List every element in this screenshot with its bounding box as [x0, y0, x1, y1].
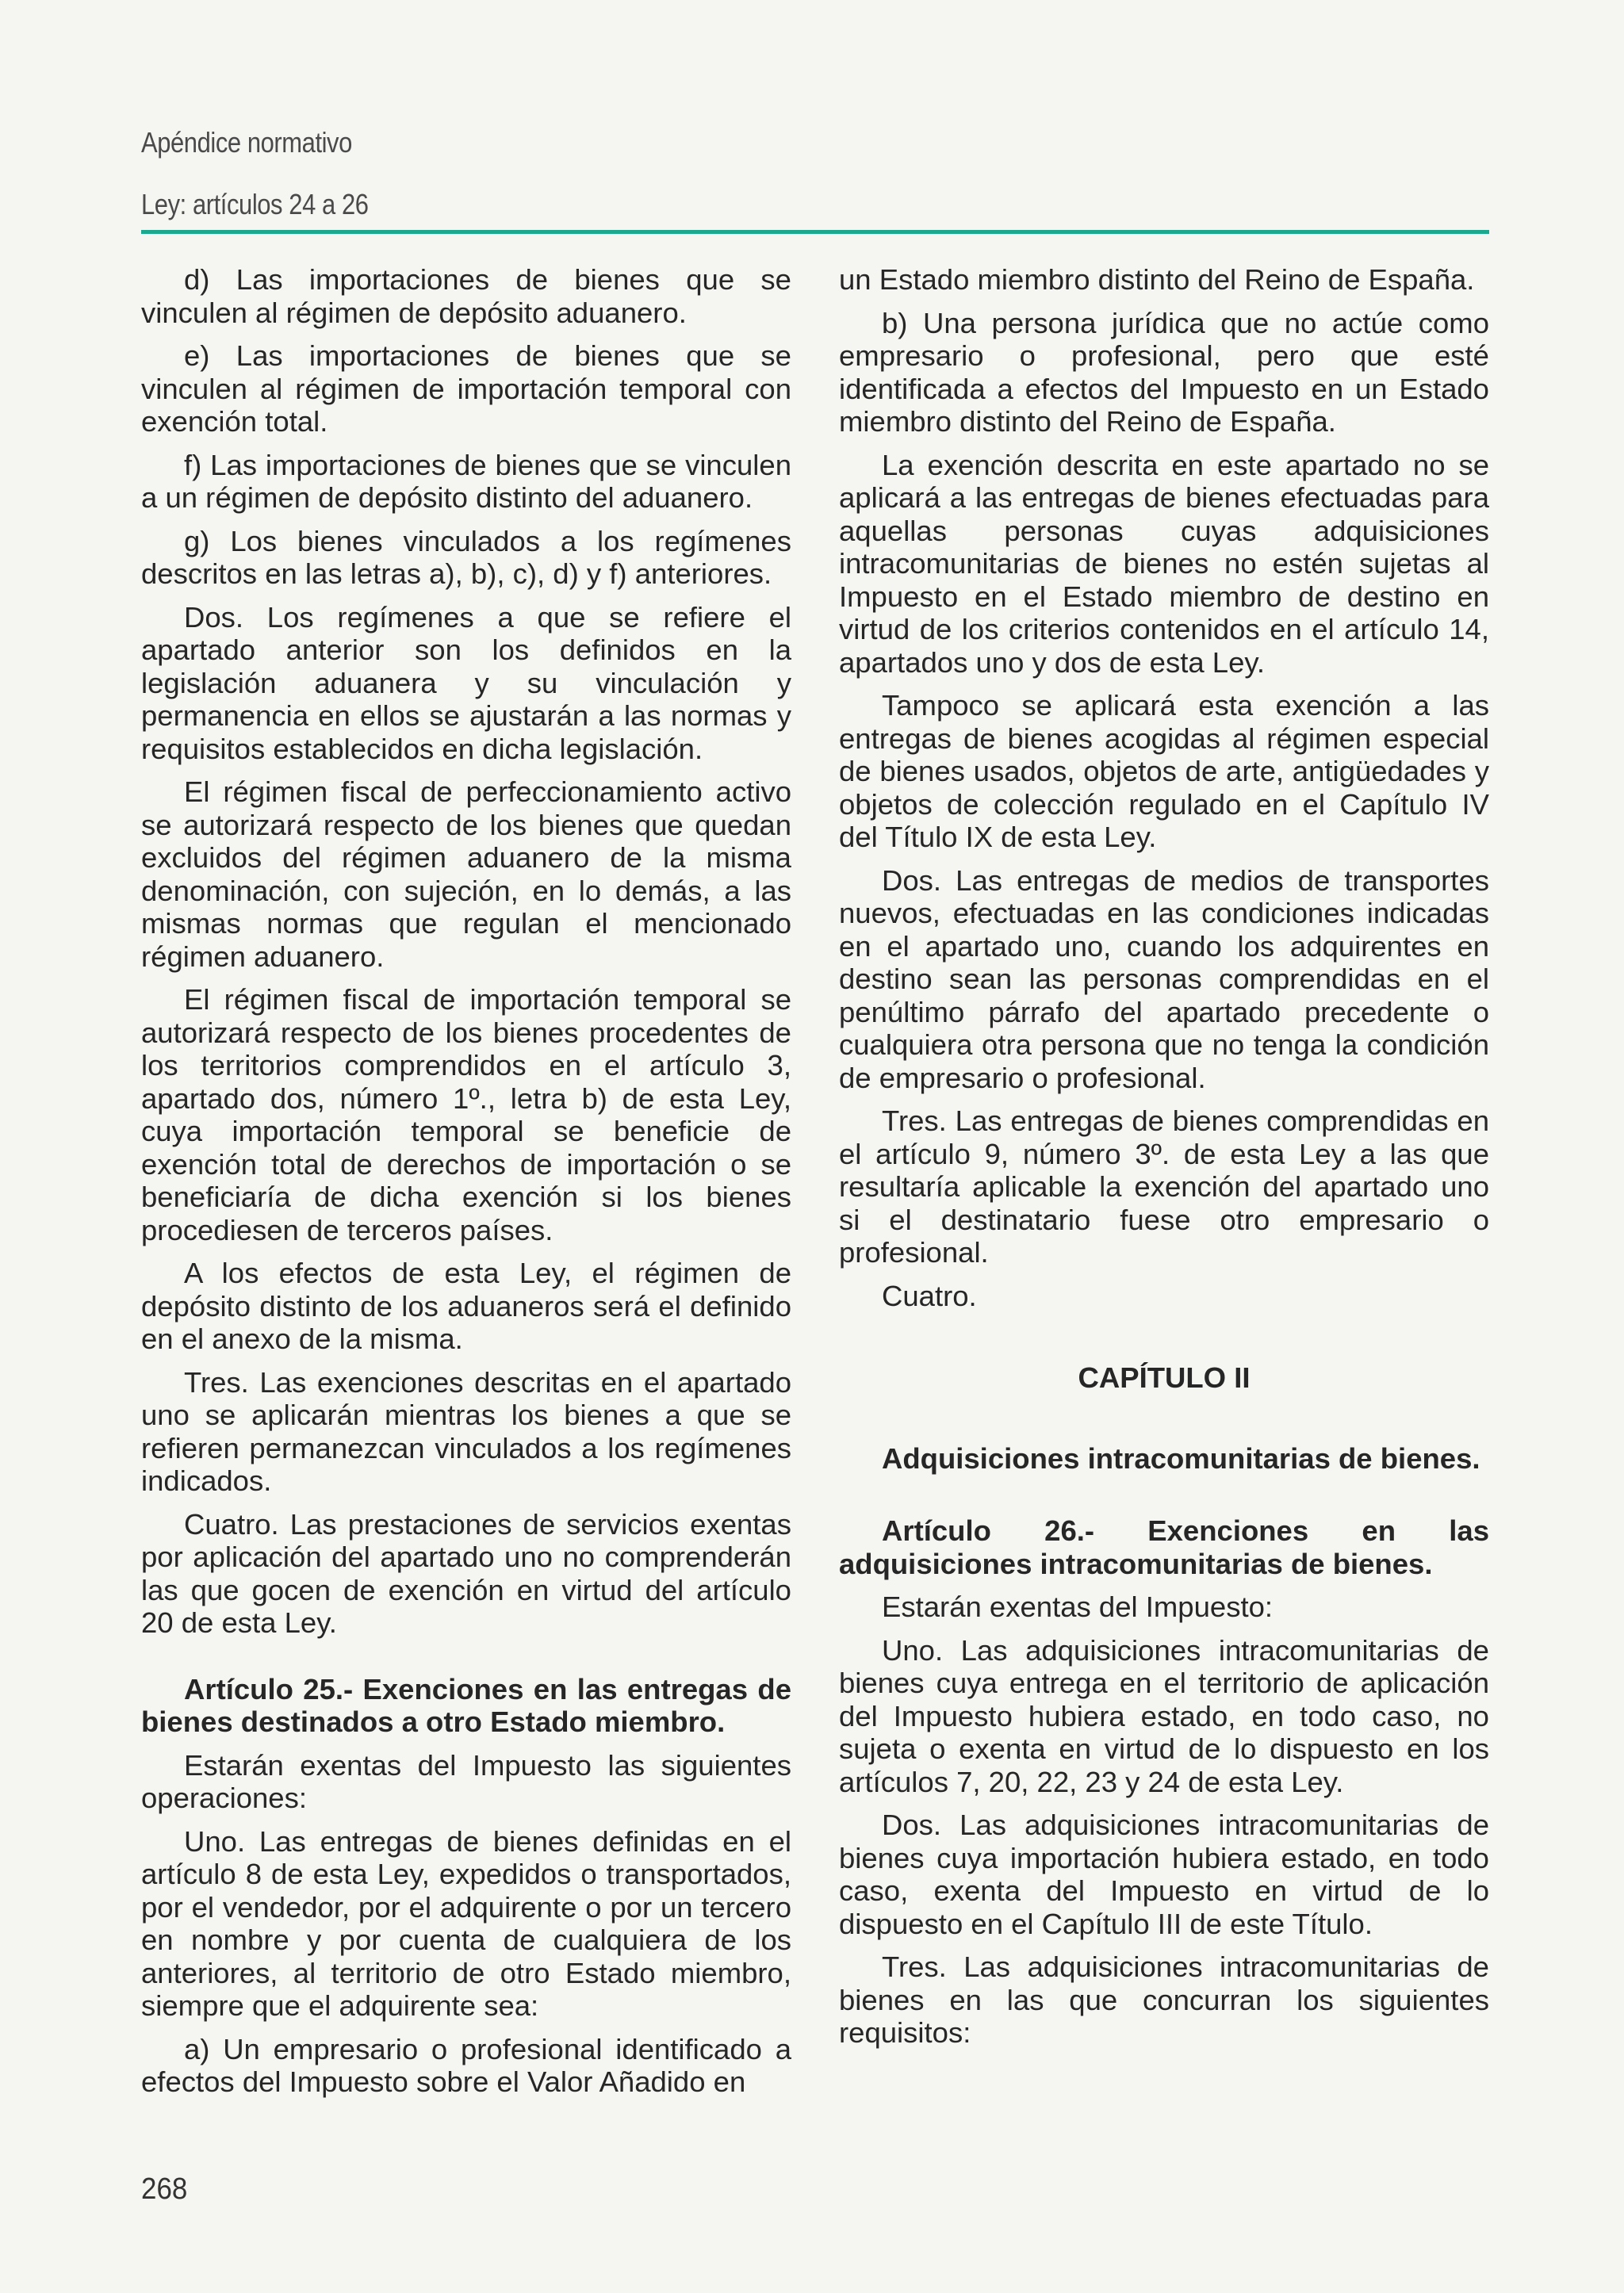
paragraph: Dos. Los regímenes a que se refiere el apartado anterior son los definidos en la legislación aduanera y su vinculación y permanencia en ellos se ajustarán a las normas y requisitos establecidos en dicha legislación. — [141, 600, 791, 765]
article-heading: Artículo 26.- Exenciones en las adquisiciones intracomunitarias de bienes. — [839, 1514, 1489, 1580]
header-section: Apéndice normativo — [141, 126, 352, 159]
right-column — [839, 263, 1489, 2060]
paragraph: La exención descrita en este apartado no se aplicará a las entregas de bienes efectuadas para aquellas personas cuyas adquisiciones intracomunitarias de bienes no estén sujetas al Impuesto en el Estado miembro de destino en virtud de los criterios contenidos en el artículo 14, apartados uno y dos de esta Ley. — [839, 448, 1489, 679]
paragraph: El régimen fiscal de perfeccionamiento activo se autorizará respecto de los bienes que quedan excluidos del régimen aduanero de la misma denominación, con sujeción, en lo demás, a las mismas normas que regulan el mencionado régimen aduanero. — [141, 775, 791, 973]
paragraph: Uno. Las adquisiciones intracomunitarias de bienes cuya entrega en el territorio de aplicación del Impuesto hubiera estado, en todo caso, no sujeta o exenta en virtud de lo dispuesto en los artículos 7, 20, 22, 23 y 24 de esta Ley. — [839, 1633, 1489, 1798]
paragraph: Dos. Las entregas de medios de transportes nuevos, efectuadas en las condiciones indicadas en el apartado uno, cuando los adquirentes en destino sean las personas comprendidas en el penúltimo párrafo del apartado precedente o cualquiera otra persona que no tenga la condición de empresario o profesional. — [839, 863, 1489, 1094]
paragraph: f) Las importaciones de bienes que se vinculen a un régimen de depósito distinto del aduanero. — [141, 448, 791, 514]
left-column — [141, 263, 791, 2109]
paragraph: Tres. Las entregas de bienes comprendidas en el artículo 9, número 3º. de esta Ley a las que resultaría aplicable la exención del apartado uno si el destinatario fuese otro empresario o profesional. — [839, 1104, 1489, 1269]
paragraph: b) Una persona jurídica que no actúe como empresario o profesional, pero que esté identificada a efectos del Impuesto en un Estado miembro distinto del Reino de España. — [839, 306, 1489, 438]
paragraph: g) Los bienes vinculados a los regímenes descritos en las letras a), b), c), d) y f) anteriores. — [141, 524, 791, 590]
paragraph: Uno. Las entregas de bienes definidas en el artículo 8 de esta Ley, expedidos o transportados, por el vendedor, por el adquirente o por un tercero en nombre y por cuenta de cualquiera de los anteriores, al territorio de otro Estado miembro, siempre que el adquirente sea: — [141, 1824, 791, 2022]
chapter-title: CAPÍTULO II — [1078, 1361, 1251, 1394]
paragraph: Tampoco se aplicará esta exención a las entregas de bienes acogidas al régimen especial de bienes usados, objetos de arte, antigüedades y objetos de colección regulado en el Capítulo IV del Título IX de esta Ley. — [839, 689, 1489, 853]
header-subsection: Ley: artículos 24 a 26 — [141, 188, 369, 220]
header-rule — [141, 230, 1489, 234]
paragraph: d) Las importaciones de bienes que se vinculen al régimen de depósito aduanero. — [141, 263, 791, 329]
paragraph: Estarán exentas del Impuesto las siguientes operaciones: — [141, 1748, 791, 1814]
section-title: Adquisiciones intracomunitarias de bienes. — [882, 1441, 1480, 1475]
article-heading: Artículo 25.- Exenciones en las entregas de bienes destinados a otro Estado miembro. — [141, 1672, 791, 1738]
paragraph: e) Las importaciones de bienes que se vinculen al régimen de importación temporal con exención total. — [141, 339, 791, 438]
paragraph: un Estado miembro distinto del Reino de España. — [839, 263, 1475, 296]
paragraph: A los efectos de esta Ley, el régimen de depósito distinto de los aduaneros será el definido en el anexo de la misma. — [141, 1257, 791, 1355]
paragraph: El régimen fiscal de importación temporal se autorizará respecto de los bienes procedentes de los territorios comprendidos en el artículo 3, apartado dos, número 1º., letra b) de esta Ley, cuya importación temporal se beneficie de exención total de derechos de importación o se beneficiaría de dicha exención si los bienes procediesen de terceros países. — [141, 983, 791, 1246]
paragraph: Tres. Las adquisiciones intracomunitarias de bienes en las que concurran los siguientes requisitos: — [839, 1950, 1489, 2049]
paragraph: Tres. Las exenciones descritas en el apartado uno se aplicarán mientras los bienes a que se refieren permanezcan vinculados a los regímenes indicados. — [141, 1365, 791, 1497]
running-header — [141, 119, 1489, 230]
paragraph: Dos. Las adquisiciones intracomunitarias de bienes cuya importación hubiera estado, en todo caso, exenta del Impuesto en virtud de lo dispuesto en el Capítulo III de este Título. — [839, 1809, 1489, 1940]
page-number: 268 — [141, 2172, 188, 2206]
paragraph: a) Un empresario o profesional identificado a efectos del Impuesto sobre el Valor Añadido en — [141, 2032, 791, 2098]
paragraph: Cuatro. Las prestaciones de servicios exentas por aplicación del apartado uno no comprenderán las que gocen de exención en virtud del artículo 20 de esta Ley. — [141, 1507, 791, 1639]
paragraph: Estarán exentas del Impuesto: — [882, 1591, 1274, 1623]
paragraph: Cuatro. — [882, 1279, 977, 1312]
